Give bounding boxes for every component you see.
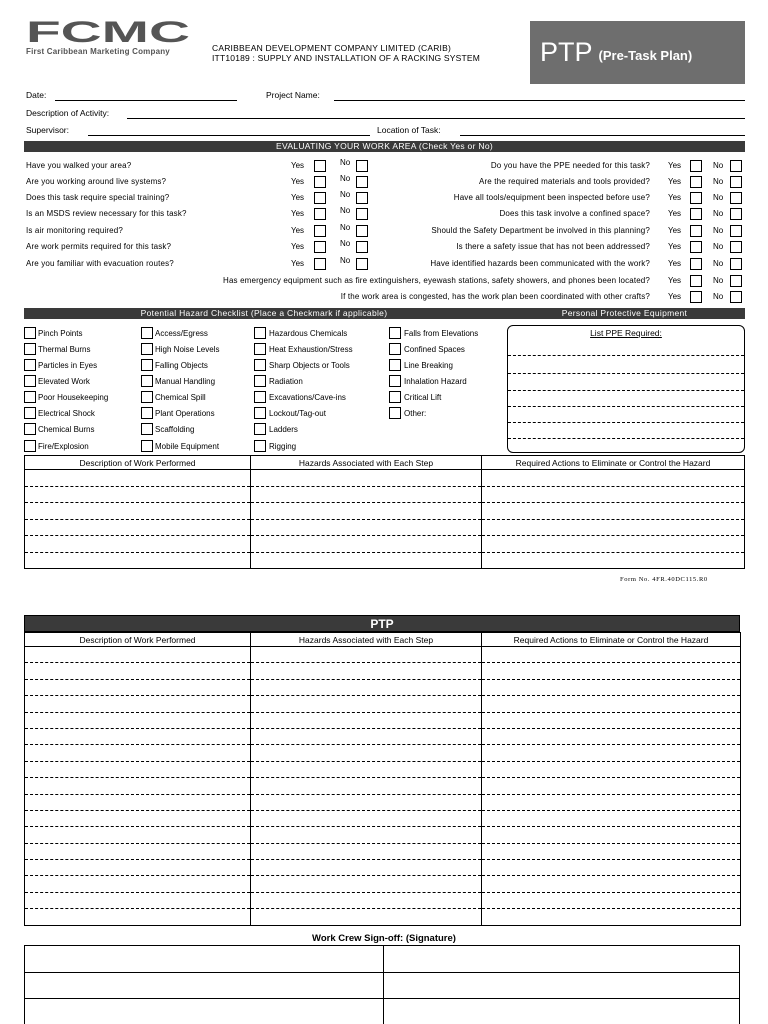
- table-row: [25, 745, 741, 761]
- left-q1-yes-checkbox[interactable]: [314, 176, 326, 188]
- hazard-label: Excavations/Cave-ins: [269, 393, 346, 402]
- ppe-line[interactable]: [508, 390, 744, 391]
- yes-label: Yes: [668, 259, 682, 268]
- hazard-checkbox[interactable]: [389, 343, 401, 355]
- no-label: No: [340, 256, 351, 265]
- hazard-label: Other:: [404, 409, 427, 418]
- table-row: [25, 503, 745, 520]
- hazard-checkbox[interactable]: [389, 375, 401, 387]
- question-text: Is an MSDS review necessary for this task?: [26, 209, 187, 218]
- yes-label: Yes: [668, 209, 682, 218]
- no-label: No: [340, 190, 351, 199]
- hazard-checkbox[interactable]: [141, 375, 153, 387]
- table-cell[interactable]: [251, 503, 482, 520]
- table-cell[interactable]: [25, 892, 251, 908]
- left-q1-no-checkbox[interactable]: [356, 176, 368, 188]
- left-q6-no-checkbox[interactable]: [356, 258, 368, 270]
- svg-text:FCMC: FCMC: [26, 20, 190, 44]
- hazard-label: Lockout/Tag-out: [269, 409, 326, 418]
- left-q0-no-checkbox[interactable]: [356, 160, 368, 172]
- company-name: First Caribbean Marketing Company: [26, 47, 170, 56]
- table-cell[interactable]: [251, 519, 482, 536]
- hazard-checkbox[interactable]: [254, 407, 266, 419]
- question-text: Has emergency equipment such as fire extinguishers, eyewash stations, safety showers, and phones been located?: [223, 276, 650, 285]
- hazard-checkbox[interactable]: [254, 327, 266, 339]
- hazard-checkbox[interactable]: [141, 343, 153, 355]
- table-cell[interactable]: [25, 679, 251, 695]
- ppe-line[interactable]: [508, 373, 744, 374]
- table-row: [25, 827, 741, 843]
- question-text: Are you familiar with evacuation routes?: [26, 259, 174, 268]
- right-q1-yes-checkbox[interactable]: [690, 176, 702, 188]
- table-cell[interactable]: [251, 486, 482, 503]
- hazard-checkbox[interactable]: [254, 359, 266, 371]
- fcmc-logo-icon: [26, 20, 192, 44]
- table-cell[interactable]: [25, 503, 251, 520]
- hazard-checkbox[interactable]: [141, 359, 153, 371]
- table-cell[interactable]: [482, 712, 741, 728]
- hazard-checkbox[interactable]: [24, 440, 36, 452]
- question-text: Should the Safety Department be involved in this planning?: [431, 226, 650, 235]
- question-text: Have identified hazards been communicated with the work?: [430, 259, 650, 268]
- no-label: No: [340, 239, 351, 248]
- table-cell[interactable]: [482, 486, 745, 503]
- no-label: No: [340, 206, 351, 215]
- hazard-label: Confined Spaces: [404, 345, 465, 354]
- signoff-divider: [383, 946, 384, 1024]
- table-row: [25, 876, 741, 892]
- table-cell[interactable]: [251, 778, 482, 794]
- signoff-line: [25, 972, 739, 973]
- question-text: Does this task involve a confined space?: [499, 209, 650, 218]
- hazard-checkbox[interactable]: [24, 391, 36, 403]
- hazard-label: Elevated Work: [38, 377, 90, 386]
- no-label: No: [713, 242, 724, 251]
- hazard-label: Sharp Objects or Tools: [269, 361, 350, 370]
- table-cell[interactable]: [251, 860, 482, 876]
- contract-line: ITT10189 : SUPPLY AND INSTALLATION OF A RACKING SYSTEM: [212, 53, 481, 63]
- hazard-label: Access/Egress: [155, 329, 208, 338]
- table-cell[interactable]: [482, 778, 741, 794]
- hazard-label: Ladders: [269, 425, 298, 434]
- date-field[interactable]: [55, 100, 237, 101]
- company-logo: [26, 20, 192, 56]
- table-row: [25, 536, 745, 553]
- right-q0-no-checkbox[interactable]: [730, 160, 742, 172]
- table-cell[interactable]: [251, 810, 482, 826]
- table-row: [25, 892, 741, 908]
- project-name-label: Project Name:: [266, 90, 320, 100]
- signoff-line: [25, 998, 739, 999]
- question-text: Have all tools/equipment been inspected before use?: [453, 193, 650, 202]
- supervisor-field[interactable]: [88, 135, 370, 136]
- table-cell[interactable]: [251, 712, 482, 728]
- page2-work-steps-table: [24, 632, 741, 926]
- ppe-list-box[interactable]: [507, 325, 745, 453]
- question-text: Does this task require special training?: [26, 193, 170, 202]
- no-label: No: [713, 226, 724, 235]
- hazard-label: Poor Housekeeping: [38, 393, 109, 402]
- yes-label: Yes: [291, 209, 305, 218]
- hazard-label: Falling Objects: [155, 361, 208, 370]
- col-header-hazards: Hazards Associated with Each Step: [251, 633, 482, 647]
- table-cell[interactable]: [251, 909, 482, 925]
- table-cell[interactable]: [251, 761, 482, 777]
- table-cell[interactable]: [482, 794, 741, 810]
- project-name-field[interactable]: [334, 100, 745, 101]
- hazard-checkbox[interactable]: [24, 407, 36, 419]
- yes-label: Yes: [668, 276, 682, 285]
- right-q8-yes-checkbox[interactable]: [690, 291, 702, 303]
- yes-label: Yes: [668, 226, 682, 235]
- left-q0-yes-checkbox[interactable]: [314, 160, 326, 172]
- table-cell[interactable]: [482, 892, 741, 908]
- no-label: No: [713, 292, 724, 301]
- table-cell[interactable]: [251, 827, 482, 843]
- hazard-checkbox[interactable]: [141, 423, 153, 435]
- table-cell[interactable]: [25, 860, 251, 876]
- ppe-line[interactable]: [508, 438, 744, 439]
- col-header-description: Description of Work Performed: [25, 633, 251, 647]
- table-row: [25, 860, 741, 876]
- table-cell[interactable]: [25, 519, 251, 536]
- hazard-label: Plant Operations: [155, 409, 215, 418]
- table-row: [25, 909, 741, 925]
- table-row: [25, 778, 741, 794]
- table-cell[interactable]: [25, 552, 251, 569]
- left-q5-yes-checkbox[interactable]: [314, 241, 326, 253]
- yes-label: Yes: [668, 161, 682, 170]
- table-cell[interactable]: [25, 778, 251, 794]
- hazard-label: Radiation: [269, 377, 303, 386]
- ppe-line[interactable]: [508, 355, 744, 356]
- no-label: No: [713, 161, 724, 170]
- no-label: No: [713, 193, 724, 202]
- table-cell[interactable]: [25, 536, 251, 553]
- table-cell[interactable]: [482, 503, 745, 520]
- evaluate-header: EVALUATING YOUR WORK AREA (Check Yes or No): [24, 141, 745, 152]
- table-cell[interactable]: [25, 827, 251, 843]
- hazard-label: Mobile Equipment: [155, 442, 220, 451]
- table-cell[interactable]: [25, 663, 251, 679]
- hazard-label: Electrical Shock: [38, 409, 95, 418]
- no-label: No: [713, 259, 724, 268]
- hazard-label: Critical Lift: [404, 393, 442, 402]
- question-text: Have you walked your area?: [26, 161, 132, 170]
- left-q6-yes-checkbox[interactable]: [314, 258, 326, 270]
- table-row: [25, 794, 741, 810]
- description-field[interactable]: [127, 118, 745, 119]
- hazard-label: High Noise Levels: [155, 345, 220, 354]
- right-q5-no-checkbox[interactable]: [730, 241, 742, 253]
- right-q0-yes-checkbox[interactable]: [690, 160, 702, 172]
- table-cell[interactable]: [482, 519, 745, 536]
- hazard-label: Falls from Elevations: [404, 329, 479, 338]
- yes-label: Yes: [291, 193, 305, 202]
- signoff-title: Work Crew Sign-off: (Signature): [312, 933, 456, 944]
- description-label: Description of Activity:: [26, 108, 110, 118]
- table-cell[interactable]: [251, 536, 482, 553]
- table-cell[interactable]: [251, 892, 482, 908]
- table-cell[interactable]: [251, 663, 482, 679]
- right-q2-yes-checkbox[interactable]: [690, 192, 702, 204]
- table-cell[interactable]: [251, 794, 482, 810]
- table-cell[interactable]: [25, 696, 251, 712]
- question-text: Is air monitoring required?: [26, 226, 123, 235]
- right-q6-no-checkbox[interactable]: [730, 258, 742, 270]
- left-q4-no-checkbox[interactable]: [356, 225, 368, 237]
- table-cell[interactable]: [25, 810, 251, 826]
- hazard-checkbox[interactable]: [24, 327, 36, 339]
- col-header-hazards: Hazards Associated with Each Step: [251, 456, 482, 470]
- table-cell[interactable]: [482, 647, 741, 663]
- ppe-list-title: List PPE Required:: [590, 328, 662, 338]
- table-cell[interactable]: [482, 536, 745, 553]
- location-label: Location of Task:: [377, 125, 441, 135]
- hazard-label: Rigging: [269, 442, 297, 451]
- yes-label: Yes: [291, 259, 305, 268]
- table-cell[interactable]: [25, 470, 251, 487]
- left-q3-no-checkbox[interactable]: [356, 208, 368, 220]
- table-cell[interactable]: [251, 876, 482, 892]
- date-label: Date:: [26, 90, 47, 100]
- hazard-label: Thermal Burns: [38, 345, 91, 354]
- table-row: [25, 810, 741, 826]
- right-q8-no-checkbox[interactable]: [730, 291, 742, 303]
- col-header-actions: Required Actions to Eliminate or Control the Hazard: [482, 456, 745, 470]
- table-cell[interactable]: [251, 647, 482, 663]
- hazard-label: Chemical Spill: [155, 393, 206, 402]
- signoff-box[interactable]: [24, 945, 740, 1024]
- table-cell[interactable]: [25, 876, 251, 892]
- table-row: [25, 761, 741, 777]
- hazard-label: Manual Handling: [155, 377, 216, 386]
- ptp-subtitle: (Pre-Task Plan): [598, 48, 693, 63]
- hazard-label: Pinch Points: [38, 329, 83, 338]
- hazard-label: Line Breaking: [404, 361, 453, 370]
- table-cell[interactable]: [482, 679, 741, 695]
- table-cell[interactable]: [482, 696, 741, 712]
- question-text: Are work permits required for this task?: [26, 242, 172, 251]
- right-q3-yes-checkbox[interactable]: [690, 208, 702, 220]
- table-cell[interactable]: [25, 745, 251, 761]
- yes-label: Yes: [291, 177, 305, 186]
- table-cell[interactable]: [482, 552, 745, 569]
- hazard-checkbox[interactable]: [141, 407, 153, 419]
- table-cell[interactable]: [482, 860, 741, 876]
- hazard-checkbox[interactable]: [141, 440, 153, 452]
- table-cell[interactable]: [251, 679, 482, 695]
- table-cell[interactable]: [251, 843, 482, 859]
- hazard-label: Heat Exhaustion/Stress: [269, 345, 353, 354]
- hazard-checkbox[interactable]: [254, 343, 266, 355]
- table-row: [25, 647, 741, 663]
- table-cell[interactable]: [251, 470, 482, 487]
- table-row: [25, 696, 741, 712]
- left-q5-no-checkbox[interactable]: [356, 241, 368, 253]
- hazard-checkbox[interactable]: [24, 359, 36, 371]
- right-q4-no-checkbox[interactable]: [730, 225, 742, 237]
- hazard-checkbox[interactable]: [141, 327, 153, 339]
- col-header-actions: Required Actions to Eliminate or Control the Hazard: [482, 633, 741, 647]
- hazard-checkbox[interactable]: [389, 327, 401, 339]
- yes-label: Yes: [291, 242, 305, 251]
- no-label: No: [713, 209, 724, 218]
- hazard-checkbox[interactable]: [141, 391, 153, 403]
- yes-label: Yes: [291, 226, 305, 235]
- hazard-checkbox[interactable]: [254, 391, 266, 403]
- left-q2-no-checkbox[interactable]: [356, 192, 368, 204]
- no-label: No: [713, 177, 724, 186]
- ptp-title: PTP: [540, 37, 593, 67]
- table-row: [25, 843, 741, 859]
- yes-label: Yes: [668, 292, 682, 301]
- question-text: If the work area is congested, has the work plan been coordinated with other crafts?: [340, 292, 650, 301]
- table-cell[interactable]: [251, 745, 482, 761]
- table-row: [25, 712, 741, 728]
- question-text: Do you have the PPE needed for this task?: [490, 161, 650, 170]
- ptp-title-box: [530, 21, 745, 84]
- table-cell[interactable]: [251, 696, 482, 712]
- hazard-checkbox[interactable]: [24, 423, 36, 435]
- no-label: No: [340, 158, 351, 167]
- yes-label: Yes: [668, 242, 682, 251]
- right-q2-no-checkbox[interactable]: [730, 192, 742, 204]
- table-cell[interactable]: [25, 909, 251, 925]
- table-cell[interactable]: [482, 470, 745, 487]
- question-text: Are the required materials and tools provided?: [479, 177, 650, 186]
- table-cell[interactable]: [482, 745, 741, 761]
- no-label: No: [340, 223, 351, 232]
- hazard-label: Inhalation Hazard: [404, 377, 467, 386]
- table-cell[interactable]: [482, 810, 741, 826]
- right-q7-no-checkbox[interactable]: [730, 275, 742, 287]
- hazard-checkbox[interactable]: [389, 391, 401, 403]
- ppe-header: Personal Protective Equipment: [504, 308, 745, 319]
- left-q4-yes-checkbox[interactable]: [314, 225, 326, 237]
- col-header-description: Description of Work Performed: [25, 456, 251, 470]
- yes-label: Yes: [668, 177, 682, 186]
- table-cell[interactable]: [25, 728, 251, 744]
- hazard-label: Fire/Explosion: [38, 442, 89, 451]
- hazard-checkbox[interactable]: [24, 375, 36, 387]
- table-cell[interactable]: [482, 728, 741, 744]
- form-number: Form No. 4FR.40DC115.R0: [620, 576, 708, 583]
- supervisor-label: Supervisor:: [26, 125, 69, 135]
- hazard-label: Scaffolding: [155, 425, 195, 434]
- hazard-checkbox[interactable]: [389, 407, 401, 419]
- table-row: [25, 519, 745, 536]
- table-cell[interactable]: [482, 909, 741, 925]
- ppe-line[interactable]: [508, 406, 744, 407]
- table-row: [25, 679, 741, 695]
- table-cell[interactable]: [482, 843, 741, 859]
- table-cell[interactable]: [482, 827, 741, 843]
- yes-label: Yes: [668, 193, 682, 202]
- left-q3-yes-checkbox[interactable]: [314, 208, 326, 220]
- right-q1-no-checkbox[interactable]: [730, 176, 742, 188]
- table-cell[interactable]: [25, 794, 251, 810]
- no-label: No: [340, 174, 351, 183]
- right-q5-yes-checkbox[interactable]: [690, 241, 702, 253]
- table-cell[interactable]: [25, 712, 251, 728]
- table-cell[interactable]: [25, 843, 251, 859]
- table-row: [25, 470, 745, 487]
- right-q6-yes-checkbox[interactable]: [690, 258, 702, 270]
- table-cell[interactable]: [482, 876, 741, 892]
- table-cell[interactable]: [482, 663, 741, 679]
- hazard-checkbox[interactable]: [254, 375, 266, 387]
- no-label: No: [713, 276, 724, 285]
- client-line: CARIBBEAN DEVELOPMENT COMPANY LIMITED (CARIB): [212, 43, 452, 53]
- location-field[interactable]: [460, 135, 745, 136]
- table-cell[interactable]: [251, 552, 482, 569]
- hazard-checklist-header: Potential Hazard Checklist (Place a Checkmark if applicable): [24, 308, 504, 319]
- question-text: Are you working around live systems?: [26, 177, 167, 186]
- work-steps-table: [24, 455, 745, 569]
- hazard-checkbox[interactable]: [389, 359, 401, 371]
- project-info: [212, 43, 480, 63]
- hazard-checkbox[interactable]: [254, 440, 266, 452]
- table-cell[interactable]: [25, 761, 251, 777]
- right-q7-yes-checkbox[interactable]: [690, 275, 702, 287]
- hazard-checkbox[interactable]: [254, 423, 266, 435]
- table-row: [25, 552, 745, 569]
- table-row: [25, 663, 741, 679]
- hazard-label: Hazardous Chemicals: [269, 329, 348, 338]
- question-text: Is there a safety issue that has not been addressed?: [456, 242, 650, 251]
- hazard-label: Particles in Eyes: [38, 361, 98, 370]
- ppe-line[interactable]: [508, 422, 744, 423]
- table-row: [25, 486, 745, 503]
- right-q4-yes-checkbox[interactable]: [690, 225, 702, 237]
- left-q2-yes-checkbox[interactable]: [314, 192, 326, 204]
- table-cell[interactable]: [25, 647, 251, 663]
- page2-ptp-title: PTP: [24, 615, 740, 632]
- table-cell[interactable]: [25, 486, 251, 503]
- right-q3-no-checkbox[interactable]: [730, 208, 742, 220]
- hazard-label: Chemical Burns: [38, 425, 95, 434]
- yes-label: Yes: [291, 161, 305, 170]
- table-cell[interactable]: [482, 761, 741, 777]
- table-row: [25, 728, 741, 744]
- table-cell[interactable]: [251, 728, 482, 744]
- hazard-checkbox[interactable]: [24, 343, 36, 355]
